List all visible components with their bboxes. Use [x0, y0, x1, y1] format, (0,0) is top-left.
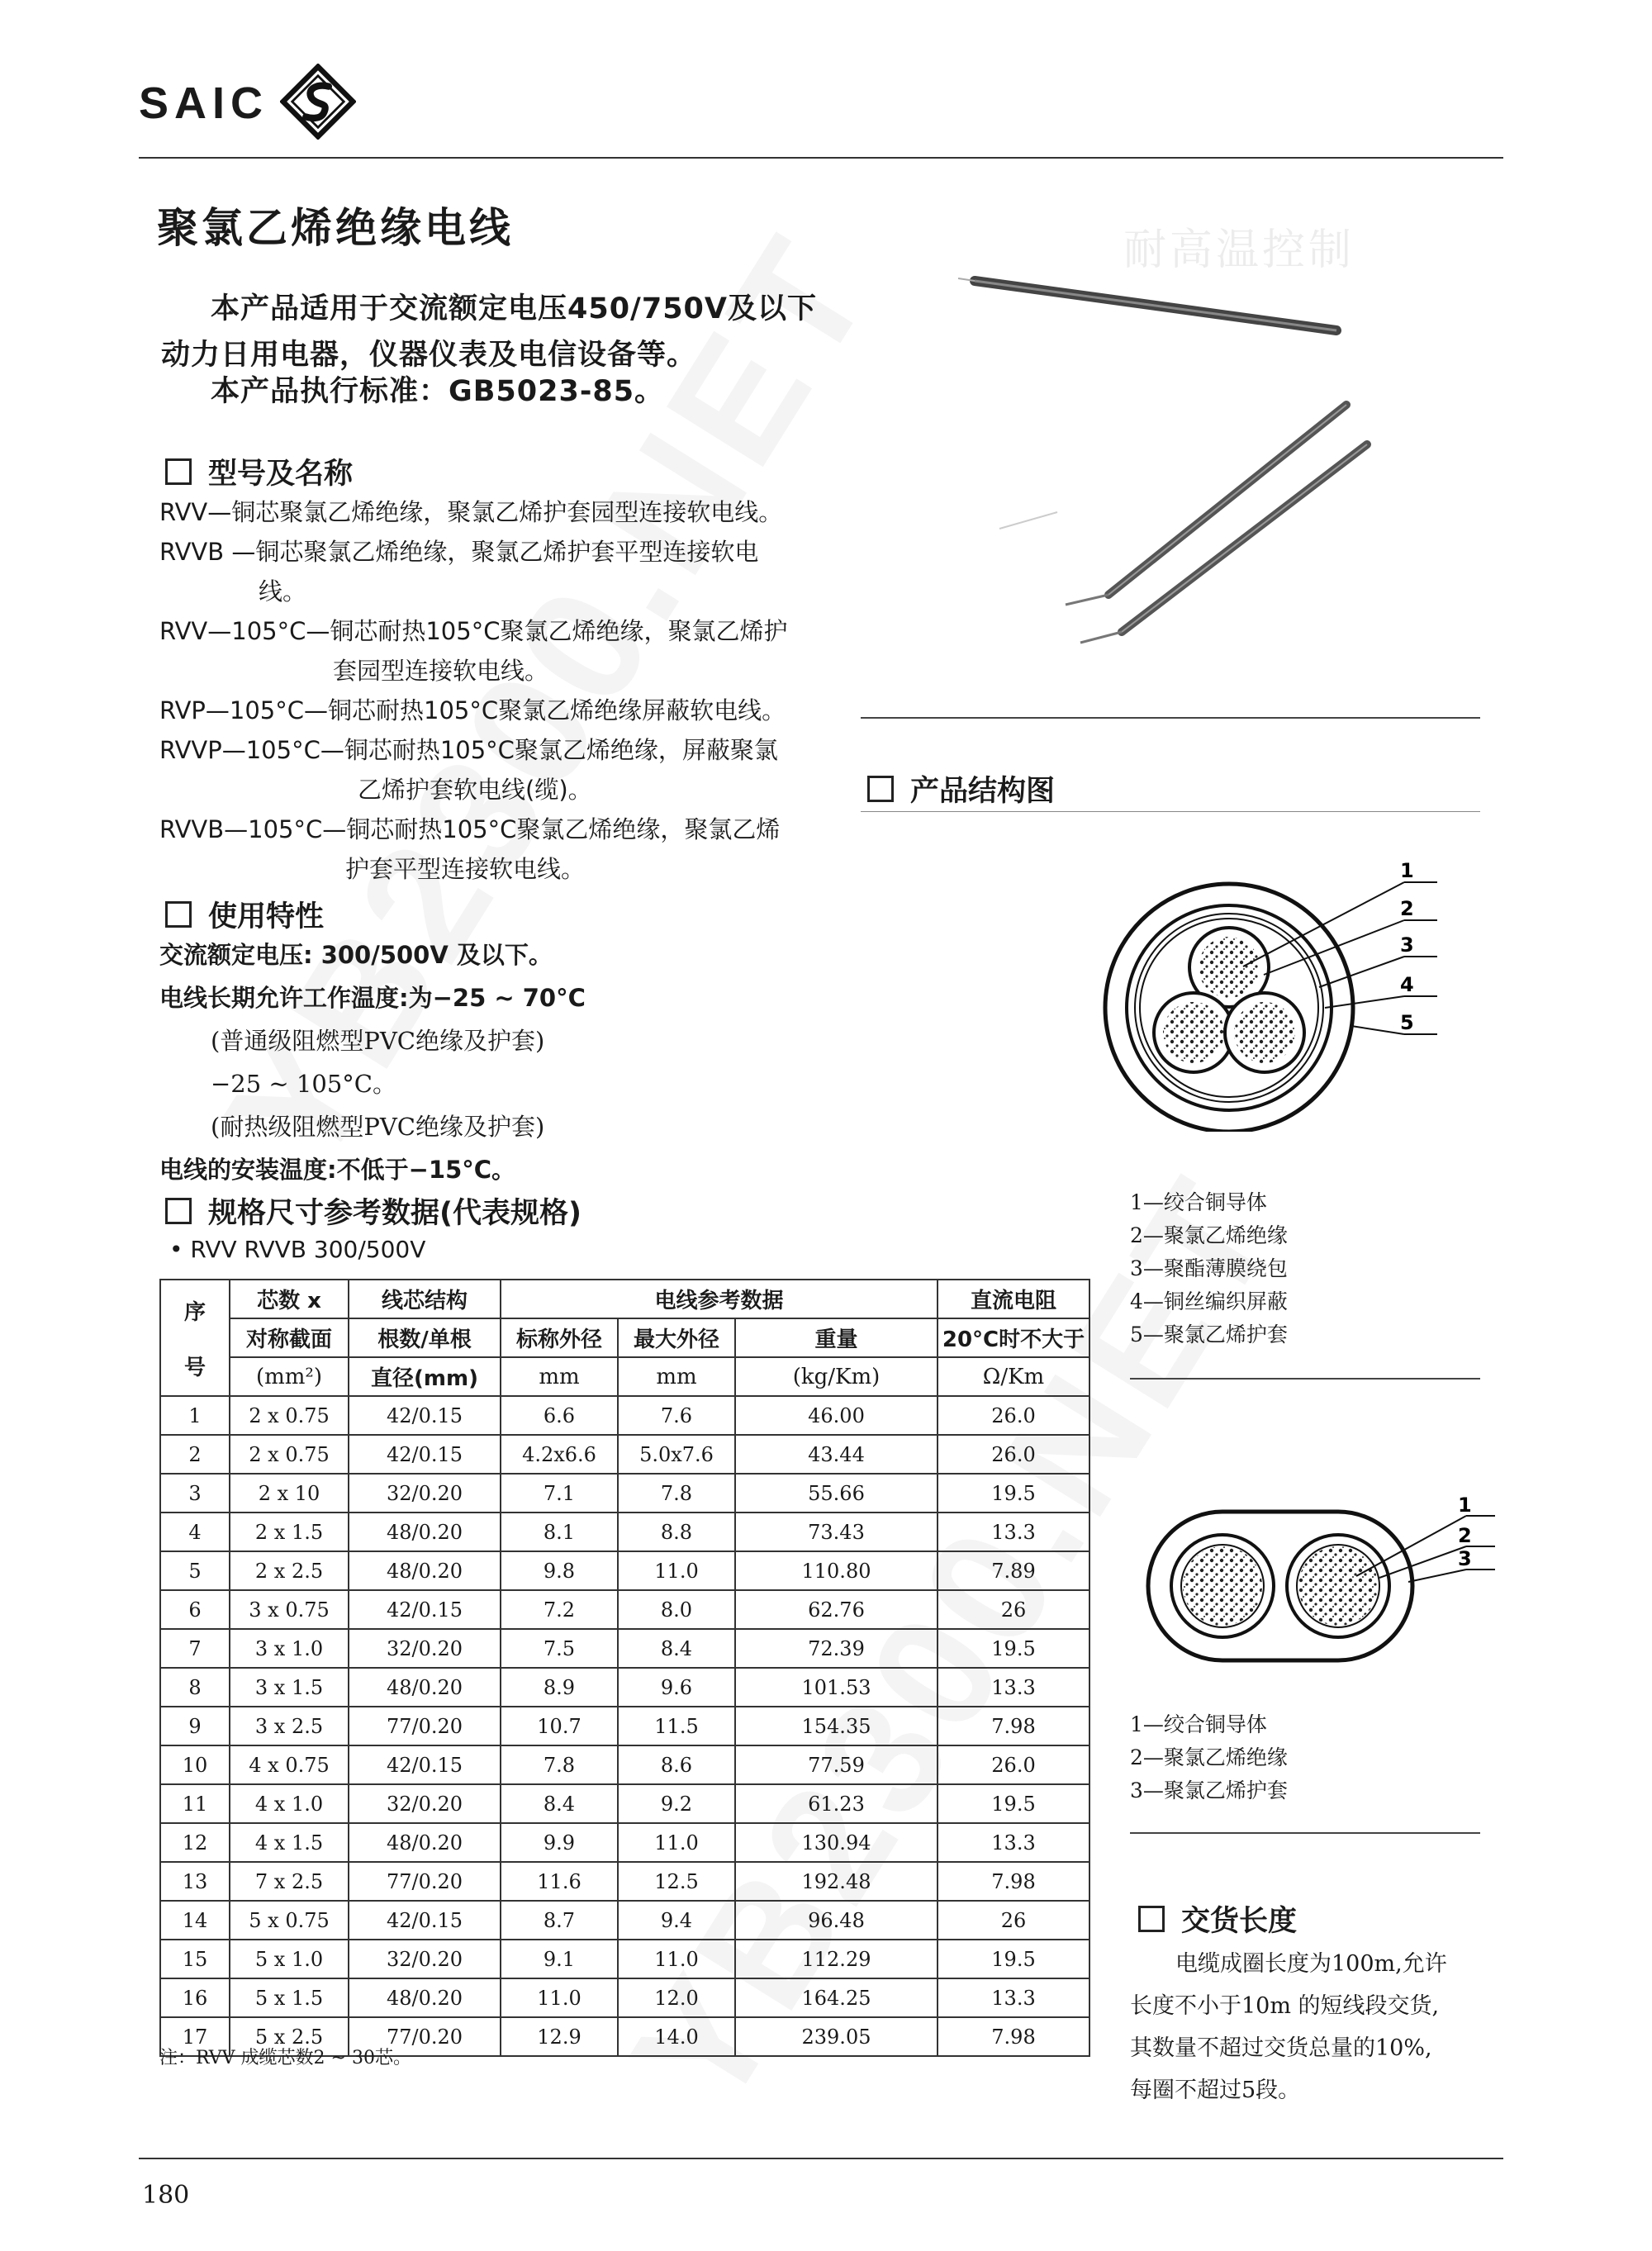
table-cell: 73.43 — [735, 1513, 938, 1551]
table-cell: 3 x 1.5 — [230, 1668, 349, 1707]
usage-line: 电线的安装温度:不低于−15°C。 — [159, 1156, 516, 1184]
diagram-label: 1 — [1458, 1494, 1472, 1517]
diagram-label: 3 — [1458, 1547, 1472, 1570]
table-cell: 11.0 — [618, 1940, 735, 1978]
table-cell: 2 x 0.75 — [230, 1396, 349, 1435]
table-cell: 46.00 — [735, 1396, 938, 1435]
table-cell: 42/0.15 — [349, 1396, 501, 1435]
section-models-heading: 型号及名称 — [165, 451, 353, 492]
table-row — [160, 1396, 1089, 1435]
table-cell: 11 — [160, 1784, 230, 1823]
table-cell: 9.2 — [618, 1784, 735, 1823]
table-cell: 7.98 — [938, 2017, 1089, 2056]
table-cell: 110.80 — [735, 1551, 938, 1590]
table-cell: 32/0.20 — [349, 1940, 501, 1978]
legend-item: 1—绞合铜导体 — [1130, 1712, 1267, 1736]
col-max-unit: mm — [618, 1357, 735, 1396]
round-legend — [1130, 1186, 1288, 1351]
table-cell: 12.5 — [618, 1862, 735, 1901]
table-cell: 11.0 — [501, 1978, 618, 2017]
table-row — [160, 1823, 1089, 1862]
table-row — [160, 1590, 1089, 1629]
usage-line: 电线长期允许工作温度:为−25 ~ 70°C — [159, 984, 586, 1012]
table-cell: 11.6 — [501, 1862, 618, 1901]
table-cell: 19.5 — [938, 1629, 1089, 1668]
table-row — [160, 1474, 1089, 1513]
table-cell: 9.4 — [618, 1901, 735, 1940]
table-cell: 7.8 — [618, 1474, 735, 1513]
section-structure-heading: 产品结构图 — [867, 768, 1055, 810]
intro-line: 本产品执行标准：GB5023-85。 — [211, 375, 665, 408]
table-cell: 13.3 — [938, 1513, 1089, 1551]
col-seq: 序 号 — [160, 1280, 230, 1396]
model-item-cont: 套园型连接软电线。 — [333, 657, 549, 685]
table-cell: 4 x 1.5 — [230, 1823, 349, 1862]
table-cell: 10 — [160, 1745, 230, 1784]
footer-rule — [139, 2158, 1503, 2159]
table-row — [160, 1707, 1089, 1745]
table-cell: 26 — [938, 1901, 1089, 1940]
table-cell: 32/0.20 — [349, 1474, 501, 1513]
checkbox-icon — [1138, 1906, 1165, 1932]
table-cell: 8.8 — [618, 1513, 735, 1551]
col-nominal-od: 标称外径 — [501, 1318, 618, 1357]
table-cell: 14 — [160, 1901, 230, 1940]
diagram-label: 2 — [1458, 1524, 1472, 1547]
table-cell: 77/0.20 — [349, 1707, 501, 1745]
table-cell: 2 x 0.75 — [230, 1435, 349, 1474]
delivery-text — [1130, 1943, 1502, 2111]
table-cell: 48/0.20 — [349, 1823, 501, 1862]
table-cell: 11.5 — [618, 1707, 735, 1745]
table-cell: 6.6 — [501, 1396, 618, 1435]
table-cell: 77.59 — [735, 1745, 938, 1784]
table-cell: 62.76 — [735, 1590, 938, 1629]
section-usage-heading: 使用特性 — [165, 894, 324, 935]
header-rule — [139, 157, 1503, 159]
table-cell: 61.23 — [735, 1784, 938, 1823]
table-cell: 13 — [160, 1862, 230, 1901]
model-item-cont: 线。 — [259, 577, 307, 605]
col-structure-unit: 直径(mm) — [349, 1357, 501, 1396]
divider — [1130, 1832, 1480, 1834]
diagram-label: 4 — [1400, 973, 1414, 996]
table-row — [160, 1901, 1089, 1940]
col-resistance: 直流电阻 — [938, 1280, 1089, 1318]
table-cell: 15 — [160, 1940, 230, 1978]
diagram-label: 2 — [1400, 897, 1414, 920]
table-cell: 26.0 — [938, 1396, 1089, 1435]
table-cell: 43.44 — [735, 1435, 938, 1474]
model-item: RVVB —铜芯聚氯乙烯绝缘，聚氯乙烯护套平型连接软电 — [159, 538, 759, 566]
col-structure-2: 根数/单根 — [349, 1318, 501, 1357]
product-photo — [958, 264, 1388, 664]
diagram-label: 3 — [1400, 933, 1414, 957]
checkbox-icon — [867, 776, 894, 802]
table-row — [160, 1435, 1089, 1474]
table-cell: 2 x 2.5 — [230, 1551, 349, 1590]
table-cell: 8.6 — [618, 1745, 735, 1784]
table-row — [160, 1668, 1089, 1707]
table-cell: 9.1 — [501, 1940, 618, 1978]
saic-diamond-logo-icon — [280, 64, 356, 143]
table-cell: 11.0 — [618, 1551, 735, 1590]
col-nominal-unit: mm — [501, 1357, 618, 1396]
model-item: RVP—105°C—铜芯耐热105°C聚氯乙烯绝缘屏蔽软电线。 — [159, 696, 786, 724]
delivery-line: 电缆成圈长度为100m,允许 — [1175, 1951, 1447, 1977]
table-cell: 239.05 — [735, 2017, 938, 2056]
table-cell: 130.94 — [735, 1823, 938, 1862]
model-item-cont: 护套平型连接软电线。 — [345, 855, 586, 883]
brand-name: SAIC — [139, 78, 269, 128]
intro-line: 本产品适用于交流额定电压450/750V及以下 — [211, 292, 817, 325]
col-cores-2: 对称截面 — [230, 1318, 349, 1357]
table-cell: 1 — [160, 1396, 230, 1435]
table-cell: 19.5 — [938, 1784, 1089, 1823]
model-item: RVV—105°C—铜芯耐热105°C聚氯乙烯绝缘，聚氯乙烯护 — [159, 617, 788, 645]
section-delivery-heading: 交货长度 — [1138, 1898, 1297, 1940]
table-cell: 9.8 — [501, 1551, 618, 1590]
diagram-label: 5 — [1400, 1011, 1414, 1034]
spec-note: 注：RVV 成缆芯数2 ~ 30芯。 — [159, 2048, 411, 2068]
table-cell: 164.25 — [735, 1978, 938, 2017]
usage-line: −25 ~ 105°C。 — [211, 1070, 396, 1098]
table-cell: 12.9 — [501, 2017, 618, 2056]
table-cell: 4 x 0.75 — [230, 1745, 349, 1784]
table-cell: 4.2x6.6 — [501, 1435, 618, 1474]
table-cell: 5 x 1.5 — [230, 1978, 349, 2017]
table-cell: 96.48 — [735, 1901, 938, 1940]
divider — [861, 717, 1480, 719]
divider — [1130, 1378, 1480, 1380]
col-resistance-2: 20°C时不大于 — [938, 1318, 1089, 1357]
table-cell: 3 — [160, 1474, 230, 1513]
table-cell: 42/0.15 — [349, 1745, 501, 1784]
table-cell: 8.1 — [501, 1513, 618, 1551]
table-row — [160, 1629, 1089, 1668]
table-cell: 8.7 — [501, 1901, 618, 1940]
table-cell: 8.0 — [618, 1590, 735, 1629]
model-item: RVVB—105°C—铜芯耐热105°C聚氯乙烯绝缘，聚氯乙烯 — [159, 815, 781, 843]
table-cell: 8.9 — [501, 1668, 618, 1707]
table-cell: 26 — [938, 1590, 1089, 1629]
table-cell: 154.35 — [735, 1707, 938, 1745]
table-cell: 42/0.15 — [349, 1435, 501, 1474]
checkbox-icon — [165, 1198, 192, 1224]
round-cable-diagram — [1090, 851, 1470, 1135]
col-structure: 线芯结构 — [349, 1280, 501, 1318]
col-cores: 芯数 x — [230, 1280, 349, 1318]
table-cell: 32/0.20 — [349, 1784, 501, 1823]
table-cell: 112.29 — [735, 1940, 938, 1978]
table-cell: 32/0.20 — [349, 1629, 501, 1668]
spec-table — [159, 1279, 1090, 2057]
checkbox-icon — [165, 458, 192, 485]
table-cell: 7.2 — [501, 1590, 618, 1629]
table-cell: 192.48 — [735, 1862, 938, 1901]
page-title: 聚氯乙烯绝缘电线 — [157, 204, 514, 252]
usage-line: 交流额定电压: 300/500V 及以下。 — [159, 941, 553, 969]
table-cell: 77/0.20 — [349, 2017, 501, 2056]
table-cell: 17 — [160, 2017, 230, 2056]
col-cores-unit: (mm²) — [230, 1357, 349, 1396]
table-cell: 101.53 — [735, 1668, 938, 1707]
table-row — [160, 1978, 1089, 2017]
table-cell: 7.98 — [938, 1862, 1089, 1901]
delivery-line: 每圈不超过5段。 — [1130, 2078, 1301, 2103]
table-cell: 13.3 — [938, 1978, 1089, 2017]
legend-item: 3—聚氯乙烯护套 — [1130, 1778, 1288, 1802]
table-cell: 13.3 — [938, 1668, 1089, 1707]
table-cell: 8.4 — [501, 1784, 618, 1823]
table-cell: 11.0 — [618, 1823, 735, 1862]
diagram-label: 1 — [1400, 859, 1414, 882]
legend-item: 2—聚氯乙烯绝缘 — [1130, 1745, 1288, 1769]
table-row — [160, 1513, 1089, 1551]
model-list — [159, 492, 804, 889]
table-cell: 7.5 — [501, 1629, 618, 1668]
page-number: 180 — [142, 2181, 190, 2210]
table-cell: 2 x 1.5 — [230, 1513, 349, 1551]
col-weight-unit: (kg/Km) — [735, 1357, 938, 1396]
table-cell: 10.7 — [501, 1707, 618, 1745]
checkbox-icon — [165, 901, 192, 928]
table-cell: 7.8 — [501, 1745, 618, 1784]
table-row — [160, 1745, 1089, 1784]
table-cell: 48/0.20 — [349, 1551, 501, 1590]
table-cell: 72.39 — [735, 1629, 938, 1668]
table-cell: 13.3 — [938, 1823, 1089, 1862]
table-cell: 48/0.20 — [349, 1513, 501, 1551]
table-cell: 12.0 — [618, 1978, 735, 2017]
table-cell: 26.0 — [938, 1435, 1089, 1474]
col-ref-data: 电线参考数据 — [501, 1280, 938, 1318]
flat-cable-diagram — [1140, 1479, 1512, 1697]
usage-line: (普通级阻燃型PVC绝缘及护套) — [211, 1027, 545, 1055]
model-item-cont: 乙烯护套软电线(缆)。 — [358, 776, 592, 804]
table-cell: 5.0x7.6 — [618, 1435, 735, 1474]
table-cell: 7 — [160, 1629, 230, 1668]
model-item: RVVP—105°C—铜芯耐热105°C聚氯乙烯绝缘，屏蔽聚氯 — [159, 736, 778, 764]
legend-item: 1—绞合铜导体 — [1130, 1190, 1267, 1214]
table-cell: 8.4 — [618, 1629, 735, 1668]
divider — [861, 811, 1480, 812]
table-row — [160, 1551, 1089, 1590]
table-row — [160, 1940, 1089, 1978]
table-cell: 9.6 — [618, 1668, 735, 1707]
table-cell: 55.66 — [735, 1474, 938, 1513]
col-max-od: 最大外径 — [618, 1318, 735, 1357]
table-cell: 9.9 — [501, 1823, 618, 1862]
intro-line: 动力日用电器，仪器仪表及电信设备等。 — [161, 339, 697, 372]
table-cell: 3 x 1.0 — [230, 1629, 349, 1668]
table-cell: 48/0.20 — [349, 1978, 501, 2017]
table-cell: 5 x 2.5 — [230, 2017, 349, 2056]
table-cell: 12 — [160, 1823, 230, 1862]
table-cell: 42/0.15 — [349, 1901, 501, 1940]
table-cell: 42/0.15 — [349, 1590, 501, 1629]
table-cell: 77/0.20 — [349, 1862, 501, 1901]
ghost-title: 耐高温控制 — [1123, 226, 1355, 275]
table-cell: 2 x 10 — [230, 1474, 349, 1513]
table-cell: 4 — [160, 1513, 230, 1551]
table-row — [160, 1862, 1089, 1901]
table-cell: 5 — [160, 1551, 230, 1590]
model-item: RVV—铜芯聚氯乙烯绝缘，聚氯乙烯护套园型连接软电线。 — [159, 498, 783, 526]
table-cell: 19.5 — [938, 1940, 1089, 1978]
table-row — [160, 1784, 1089, 1823]
table-cell: 7.98 — [938, 1707, 1089, 1745]
section-spec-heading: 规格尺寸参考数据(代表规格) — [165, 1190, 582, 1232]
table-cell: 3 x 2.5 — [230, 1707, 349, 1745]
table-cell: 7 x 2.5 — [230, 1862, 349, 1901]
table-cell: 7.6 — [618, 1396, 735, 1435]
table-cell: 6 — [160, 1590, 230, 1629]
legend-item: 2—聚氯乙烯绝缘 — [1130, 1223, 1288, 1247]
brand-logo — [139, 58, 356, 149]
table-cell: 9 — [160, 1707, 230, 1745]
table-cell: 7.89 — [938, 1551, 1089, 1590]
table-cell: 8 — [160, 1668, 230, 1707]
table-cell: 4 x 1.0 — [230, 1784, 349, 1823]
table-cell: 26.0 — [938, 1745, 1089, 1784]
flat-legend — [1130, 1708, 1288, 1807]
table-cell: 2 — [160, 1435, 230, 1474]
table-cell: 14.0 — [618, 2017, 735, 2056]
table-cell: 48/0.20 — [349, 1668, 501, 1707]
spec-subheading: • RVV RVVB 300/500V — [169, 1236, 426, 1263]
table-cell: 5 x 1.0 — [230, 1940, 349, 1978]
legend-item: 5—聚氯乙烯护套 — [1130, 1323, 1288, 1346]
table-cell: 16 — [160, 1978, 230, 2017]
table-cell: 7.1 — [501, 1474, 618, 1513]
delivery-line: 长度不小于10m 的短线段交货, — [1130, 1993, 1440, 2019]
col-resistance-unit: Ω/Km — [938, 1357, 1089, 1396]
usage-list — [159, 933, 804, 1191]
col-weight: 重量 — [735, 1318, 938, 1357]
legend-item: 3—聚酯薄膜绕包 — [1130, 1256, 1288, 1280]
legend-item: 4—铜丝编织屏蔽 — [1130, 1289, 1288, 1313]
table-cell: 19.5 — [938, 1474, 1089, 1513]
delivery-line: 其数量不超过交货总量的10%, — [1130, 2035, 1432, 2061]
table-cell: 5 x 0.75 — [230, 1901, 349, 1940]
table-cell: 3 x 0.75 — [230, 1590, 349, 1629]
usage-line: (耐热级阻燃型PVC绝缘及护套) — [211, 1113, 545, 1141]
